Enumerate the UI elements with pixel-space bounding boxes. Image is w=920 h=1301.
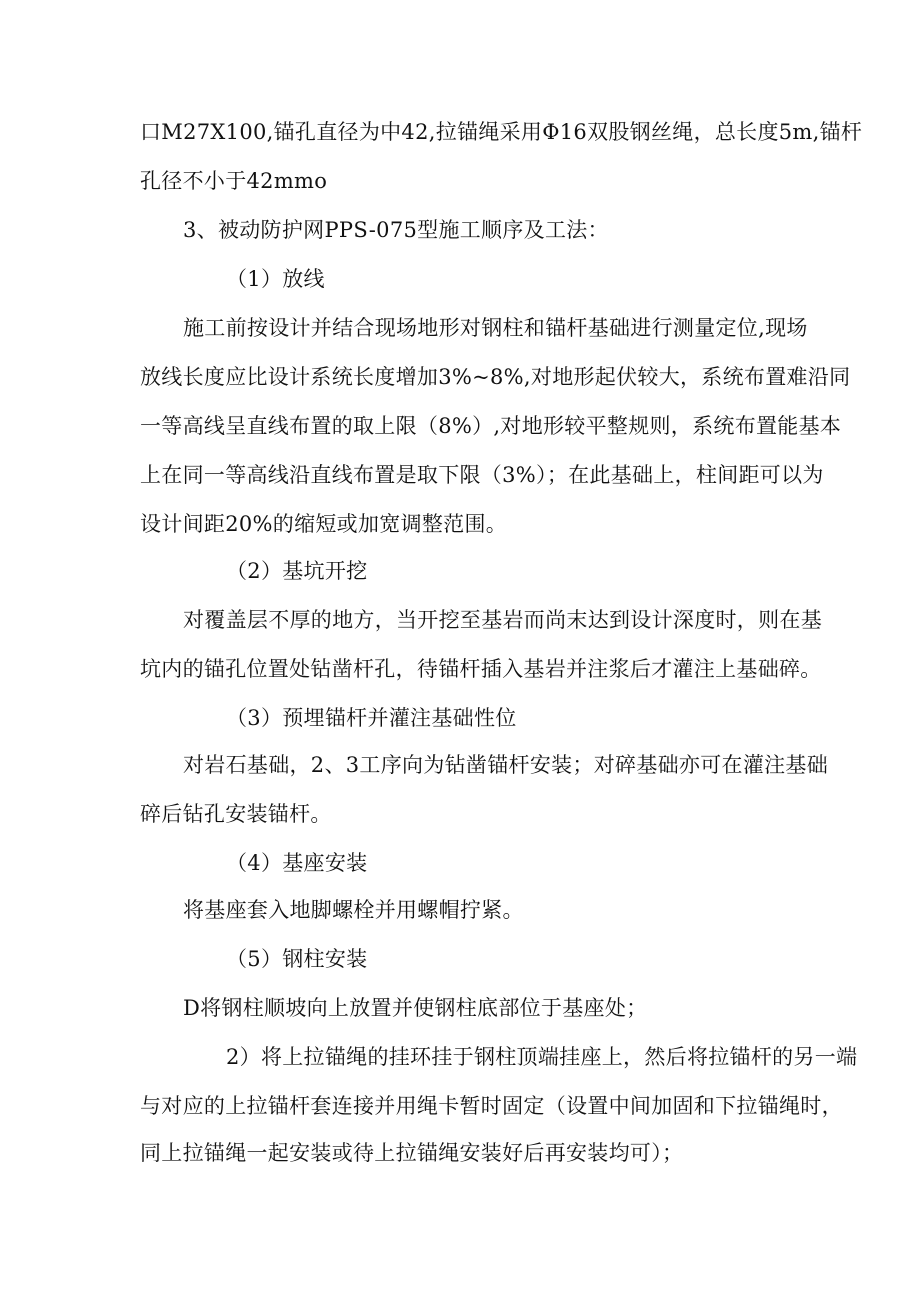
paragraph-line: 放线长度应比设计系统长度增加3%~8%,对地形起伏较大，系统布置难沿同	[140, 365, 851, 389]
subsection-heading: （3）预埋锚杆并灌注基础性位	[226, 706, 517, 730]
paragraph-line: 将基座套入地脚螺栓并用螺帽拧紧。	[183, 898, 524, 922]
section-heading: 3、被动防护网PPS-075型施工顺序及工法：	[183, 218, 609, 242]
list-item: 2）将上拉锚绳的挂环挂于钢柱顶端挂座上，然后将拉锚杆的另一端	[226, 1045, 858, 1069]
list-item: D将钢柱顺坡向上放置并使钢柱底部位于基座处；	[183, 996, 648, 1020]
subsection-heading: （2）基坑开挖	[226, 559, 368, 583]
subsection-heading: （5）钢柱安装	[226, 947, 368, 971]
paragraph-line: 上在同一等高线沿直线布置是取下限（3%）；在此基础上，柱间距可以为	[140, 463, 824, 487]
paragraph-line: 孔径不小于42mmo	[140, 169, 328, 193]
paragraph-line: 对岩石基础，2、3工序向为钻凿锚杆安装；对碎基础亦可在灌注基础	[183, 753, 829, 777]
subsection-heading: （1）放线	[226, 267, 325, 291]
paragraph-line: 同上拉锚绳一起安装或待上拉锚绳安装好后再安装均可）；	[140, 1141, 684, 1165]
paragraph-line: 碎后钻孔安装锚杆。	[140, 802, 332, 826]
paragraph-line: 口M27X100,锚孔直径为中42,拉锚绳采用Φ16双股钢丝绳，总长度5m,锚杆	[140, 120, 863, 144]
paragraph-line: 与对应的上拉锚杆套连接并用绳卡暂时固定（设置中间加固和下拉锚绳时，	[140, 1094, 843, 1118]
paragraph-line: 一等高线呈直线布置的取上限（8%）,对地形较平整规则，系统布置能基本	[140, 414, 842, 438]
paragraph-line: 对覆盖层不厚的地方，当开挖至基岩而尚末达到设计深度时，则在基	[183, 608, 822, 632]
paragraph-line: 坑内的锚孔位置处钻凿杆孔，待锚杆插入基岩并注浆后才灌注上基础碎。	[140, 657, 822, 681]
paragraph-line: 设计间距20%的缩短或加宽调整范围。	[140, 512, 508, 536]
subsection-heading: （4）基座安装	[226, 851, 368, 875]
paragraph-line: 施工前按设计并结合现场地形对钢柱和锚杆基础进行测量定位,现场	[183, 316, 808, 340]
